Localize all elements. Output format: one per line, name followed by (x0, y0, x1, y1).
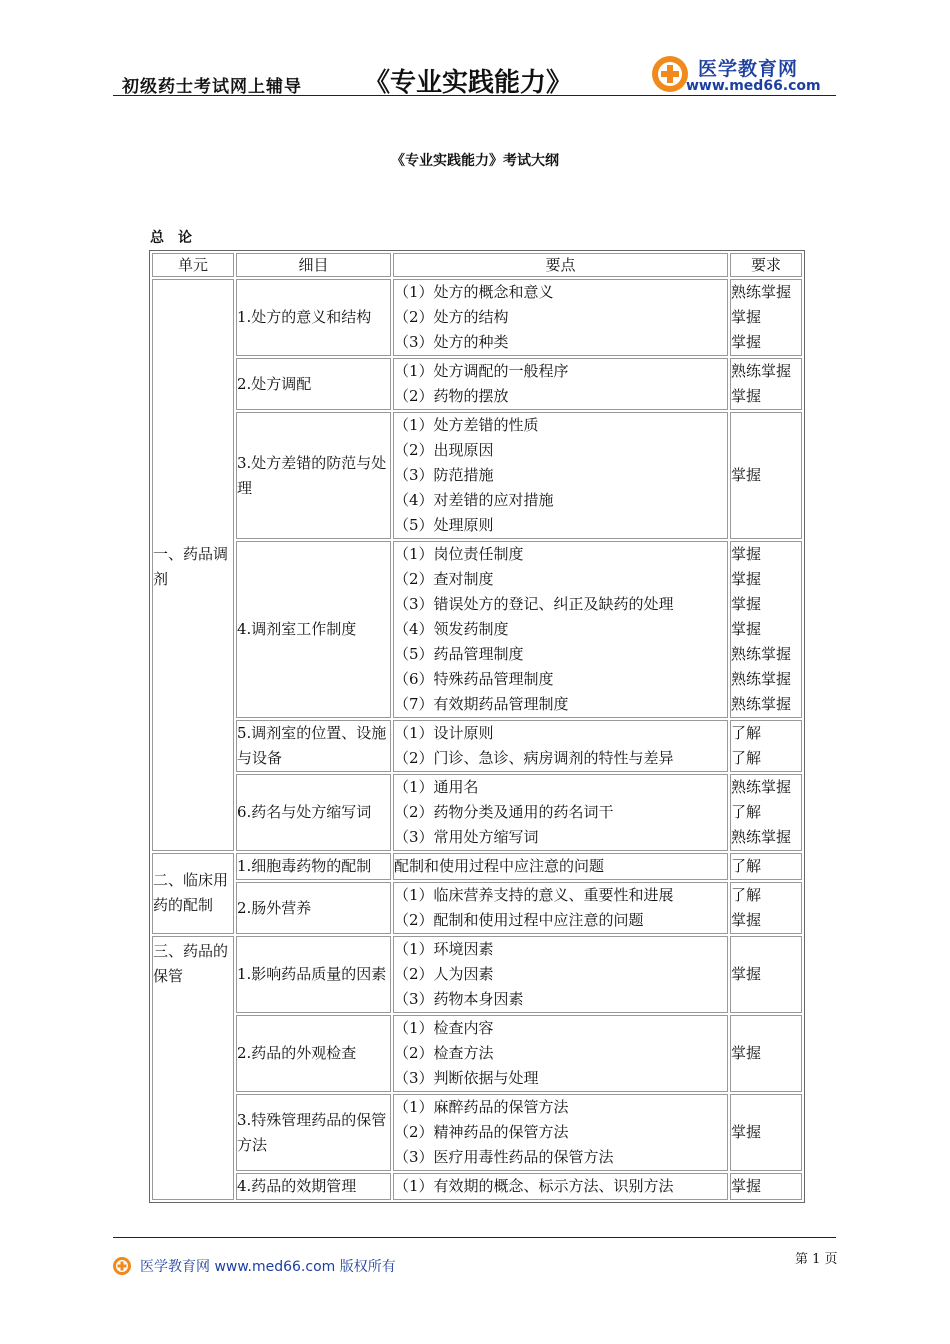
point-text: （1）处方调配的一般程序 (394, 362, 569, 380)
point-text: （1）有效期的概念、标示方法、识别方法 (394, 1177, 674, 1195)
item-cell: 5.调剂室的位置、设施与设备 (236, 720, 391, 772)
footer-rule (113, 1237, 836, 1238)
requirement-text: 掌握 (731, 595, 762, 613)
requirement-cell (730, 853, 802, 880)
requirement-cell (730, 541, 802, 718)
point-text: （7）有效期药品管理制度 (394, 695, 569, 713)
points-cell (393, 279, 728, 356)
item-cell: 4.调剂室工作制度 (236, 541, 391, 718)
table-header (152, 253, 802, 277)
table-row (152, 279, 802, 356)
column-header-item: 细目 (236, 253, 391, 277)
table-row (152, 853, 802, 880)
point-text: （1）检查内容 (394, 1019, 494, 1037)
item-cell: 1.处方的意义和结构 (236, 279, 391, 356)
footer-text: 医学教育网 www.med66.com 版权所有 (140, 1259, 396, 1275)
table-row (152, 541, 802, 718)
requirement-text: 掌握 (731, 466, 762, 484)
table-row (152, 358, 802, 410)
requirement-text: 掌握 (731, 911, 762, 929)
requirement-text: 掌握 (731, 1177, 762, 1195)
requirement-text: 熟练掌握 (731, 695, 792, 713)
point-text: （5）处理原则 (394, 516, 494, 534)
syllabus-table (149, 250, 805, 1203)
requirement-text: 了解 (731, 724, 762, 742)
point-text: （3）判断依据与处理 (394, 1069, 539, 1087)
point-text: （3）防范措施 (394, 466, 494, 484)
point-text: （3）处方的种类 (394, 333, 509, 351)
item-cell: 6.药名与处方缩写词 (236, 774, 391, 851)
unit-cell (152, 279, 234, 851)
item-cell: 4.药品的效期管理 (236, 1173, 391, 1200)
logo-name: 医学教育网 (698, 58, 799, 80)
item-cell: 3.处方差错的防范与处理 (236, 412, 391, 539)
requirement-text: 熟练掌握 (731, 778, 792, 796)
unit-cell (152, 853, 234, 934)
requirement-cell (730, 882, 802, 934)
requirement-text: 掌握 (731, 1123, 762, 1141)
requirement-cell (730, 1015, 802, 1092)
point-text: （1）岗位责任制度 (394, 545, 524, 563)
requirement-text: 熟练掌握 (731, 828, 792, 846)
points-cell (393, 720, 728, 772)
document-title: 《专业实践能力》考试大纲 (391, 153, 559, 169)
requirement-cell (730, 1094, 802, 1171)
point-text: （4）领发药制度 (394, 620, 509, 638)
points-cell (393, 1015, 728, 1092)
column-header-points: 要点 (393, 253, 728, 277)
table-row (152, 412, 802, 539)
point-text: （1）麻醉药品的保管方法 (394, 1098, 569, 1116)
requirement-cell (730, 774, 802, 851)
point-text: （6）特殊药品管理制度 (394, 670, 554, 688)
points-cell (393, 1173, 728, 1200)
table-row (152, 774, 802, 851)
table-row (152, 1094, 802, 1171)
requirement-text: 掌握 (731, 1044, 762, 1062)
requirement-text: 掌握 (731, 620, 762, 638)
requirement-text: 熟练掌握 (731, 362, 792, 380)
points-cell (393, 882, 728, 934)
point-text: （2）处方的结构 (394, 308, 509, 326)
unit-label: 二、临床用药的配制 (153, 871, 229, 914)
requirement-text: 熟练掌握 (731, 283, 792, 301)
point-text: （2）药物的摆放 (394, 387, 509, 405)
requirement-text: 熟练掌握 (731, 645, 792, 663)
column-header-unit: 单元 (152, 253, 234, 277)
logo-url[interactable]: www.med66.com (686, 78, 821, 94)
requirement-text: 掌握 (731, 965, 762, 983)
footer-logo-icon (112, 1256, 132, 1276)
item-cell: 2.肠外营养 (236, 882, 391, 934)
requirement-cell (730, 412, 802, 539)
item-cell: 2.药品的外观检查 (236, 1015, 391, 1092)
item-cell: 3.特殊管理药品的保管方法 (236, 1094, 391, 1171)
requirement-text: 掌握 (731, 387, 762, 405)
unit-cell (152, 936, 234, 1200)
requirement-text: 了解 (731, 749, 762, 767)
point-text: （3）错误处方的登记、纠正及缺药的处理 (394, 595, 674, 613)
point-text: （2）查对制度 (394, 570, 494, 588)
item-cell: 2.处方调配 (236, 358, 391, 410)
points-cell (393, 774, 728, 851)
point-text: （2）出现原因 (394, 441, 494, 459)
requirement-text: 掌握 (731, 333, 762, 351)
point-text: （1）环境因素 (394, 940, 494, 958)
requirement-text: 掌握 (731, 545, 762, 563)
requirement-text: 掌握 (731, 308, 762, 326)
item-cell: 1.细胞毒药物的配制 (236, 853, 391, 880)
table-row (152, 1015, 802, 1092)
table-body (152, 279, 802, 1200)
points-cell (393, 936, 728, 1013)
requirement-text: 了解 (731, 803, 762, 821)
table-row (152, 720, 802, 772)
page-number: 第 1 页 (795, 1252, 838, 1267)
point-text: （2）门诊、急诊、病房调剂的特性与差异 (394, 749, 674, 767)
requirement-cell (730, 1173, 802, 1200)
unit-label: 一、药品调剂 (153, 545, 229, 588)
points-cell (393, 412, 728, 539)
point-text: （3）常用处方缩写词 (394, 828, 539, 846)
med66-logo[interactable] (650, 52, 840, 96)
point-text: （3）医疗用毒性药品的保管方法 (394, 1148, 614, 1166)
point-text: （1）设计原则 (394, 724, 494, 742)
unit-label: 三、药品的保管 (153, 942, 229, 985)
requirement-cell (730, 358, 802, 410)
point-text: （4）对差错的应对措施 (394, 491, 554, 509)
syllabus-table-container (149, 250, 803, 1203)
section-title: 总论 (150, 230, 206, 246)
requirement-text: 掌握 (731, 570, 762, 588)
point-text: （5）药品管理制度 (394, 645, 524, 663)
requirement-cell (730, 936, 802, 1013)
points-cell (393, 853, 728, 880)
point-text: （1）通用名 (394, 778, 479, 796)
point-text: （2）配制和使用过程中应注意的问题 (394, 911, 644, 929)
requirement-cell (730, 720, 802, 772)
med66-logo-icon (650, 54, 690, 94)
header-rule (113, 95, 836, 96)
point-text: （3）药物本身因素 (394, 990, 524, 1008)
table-row (152, 882, 802, 934)
column-header-requirement: 要求 (730, 253, 802, 277)
point-text: （1）处方的概念和意义 (394, 283, 554, 301)
point-text: （2）精神药品的保管方法 (394, 1123, 569, 1141)
requirement-cell (730, 279, 802, 356)
requirement-text: 了解 (731, 886, 762, 904)
point-text: （2）药物分类及通用的药名词干 (394, 803, 614, 821)
table-row (152, 1173, 802, 1200)
point-text: 配制和使用过程中应注意的问题 (394, 857, 605, 875)
requirement-text: 熟练掌握 (731, 670, 792, 688)
table-row (152, 936, 802, 1013)
point-text: （1）处方差错的性质 (394, 416, 539, 434)
points-cell (393, 1094, 728, 1171)
header-left-text: 初级药士考试网上辅导 (122, 77, 302, 97)
point-text: （1）临床营养支持的意义、重要性和进展 (394, 886, 674, 904)
requirement-text: 了解 (731, 857, 762, 875)
point-text: （2）检查方法 (394, 1044, 494, 1062)
header-title: 《专业实践能力》 (364, 68, 573, 98)
item-cell: 1.影响药品质量的因素 (236, 936, 391, 1013)
points-cell (393, 541, 728, 718)
point-text: （2）人为因素 (394, 965, 494, 983)
points-cell (393, 358, 728, 410)
